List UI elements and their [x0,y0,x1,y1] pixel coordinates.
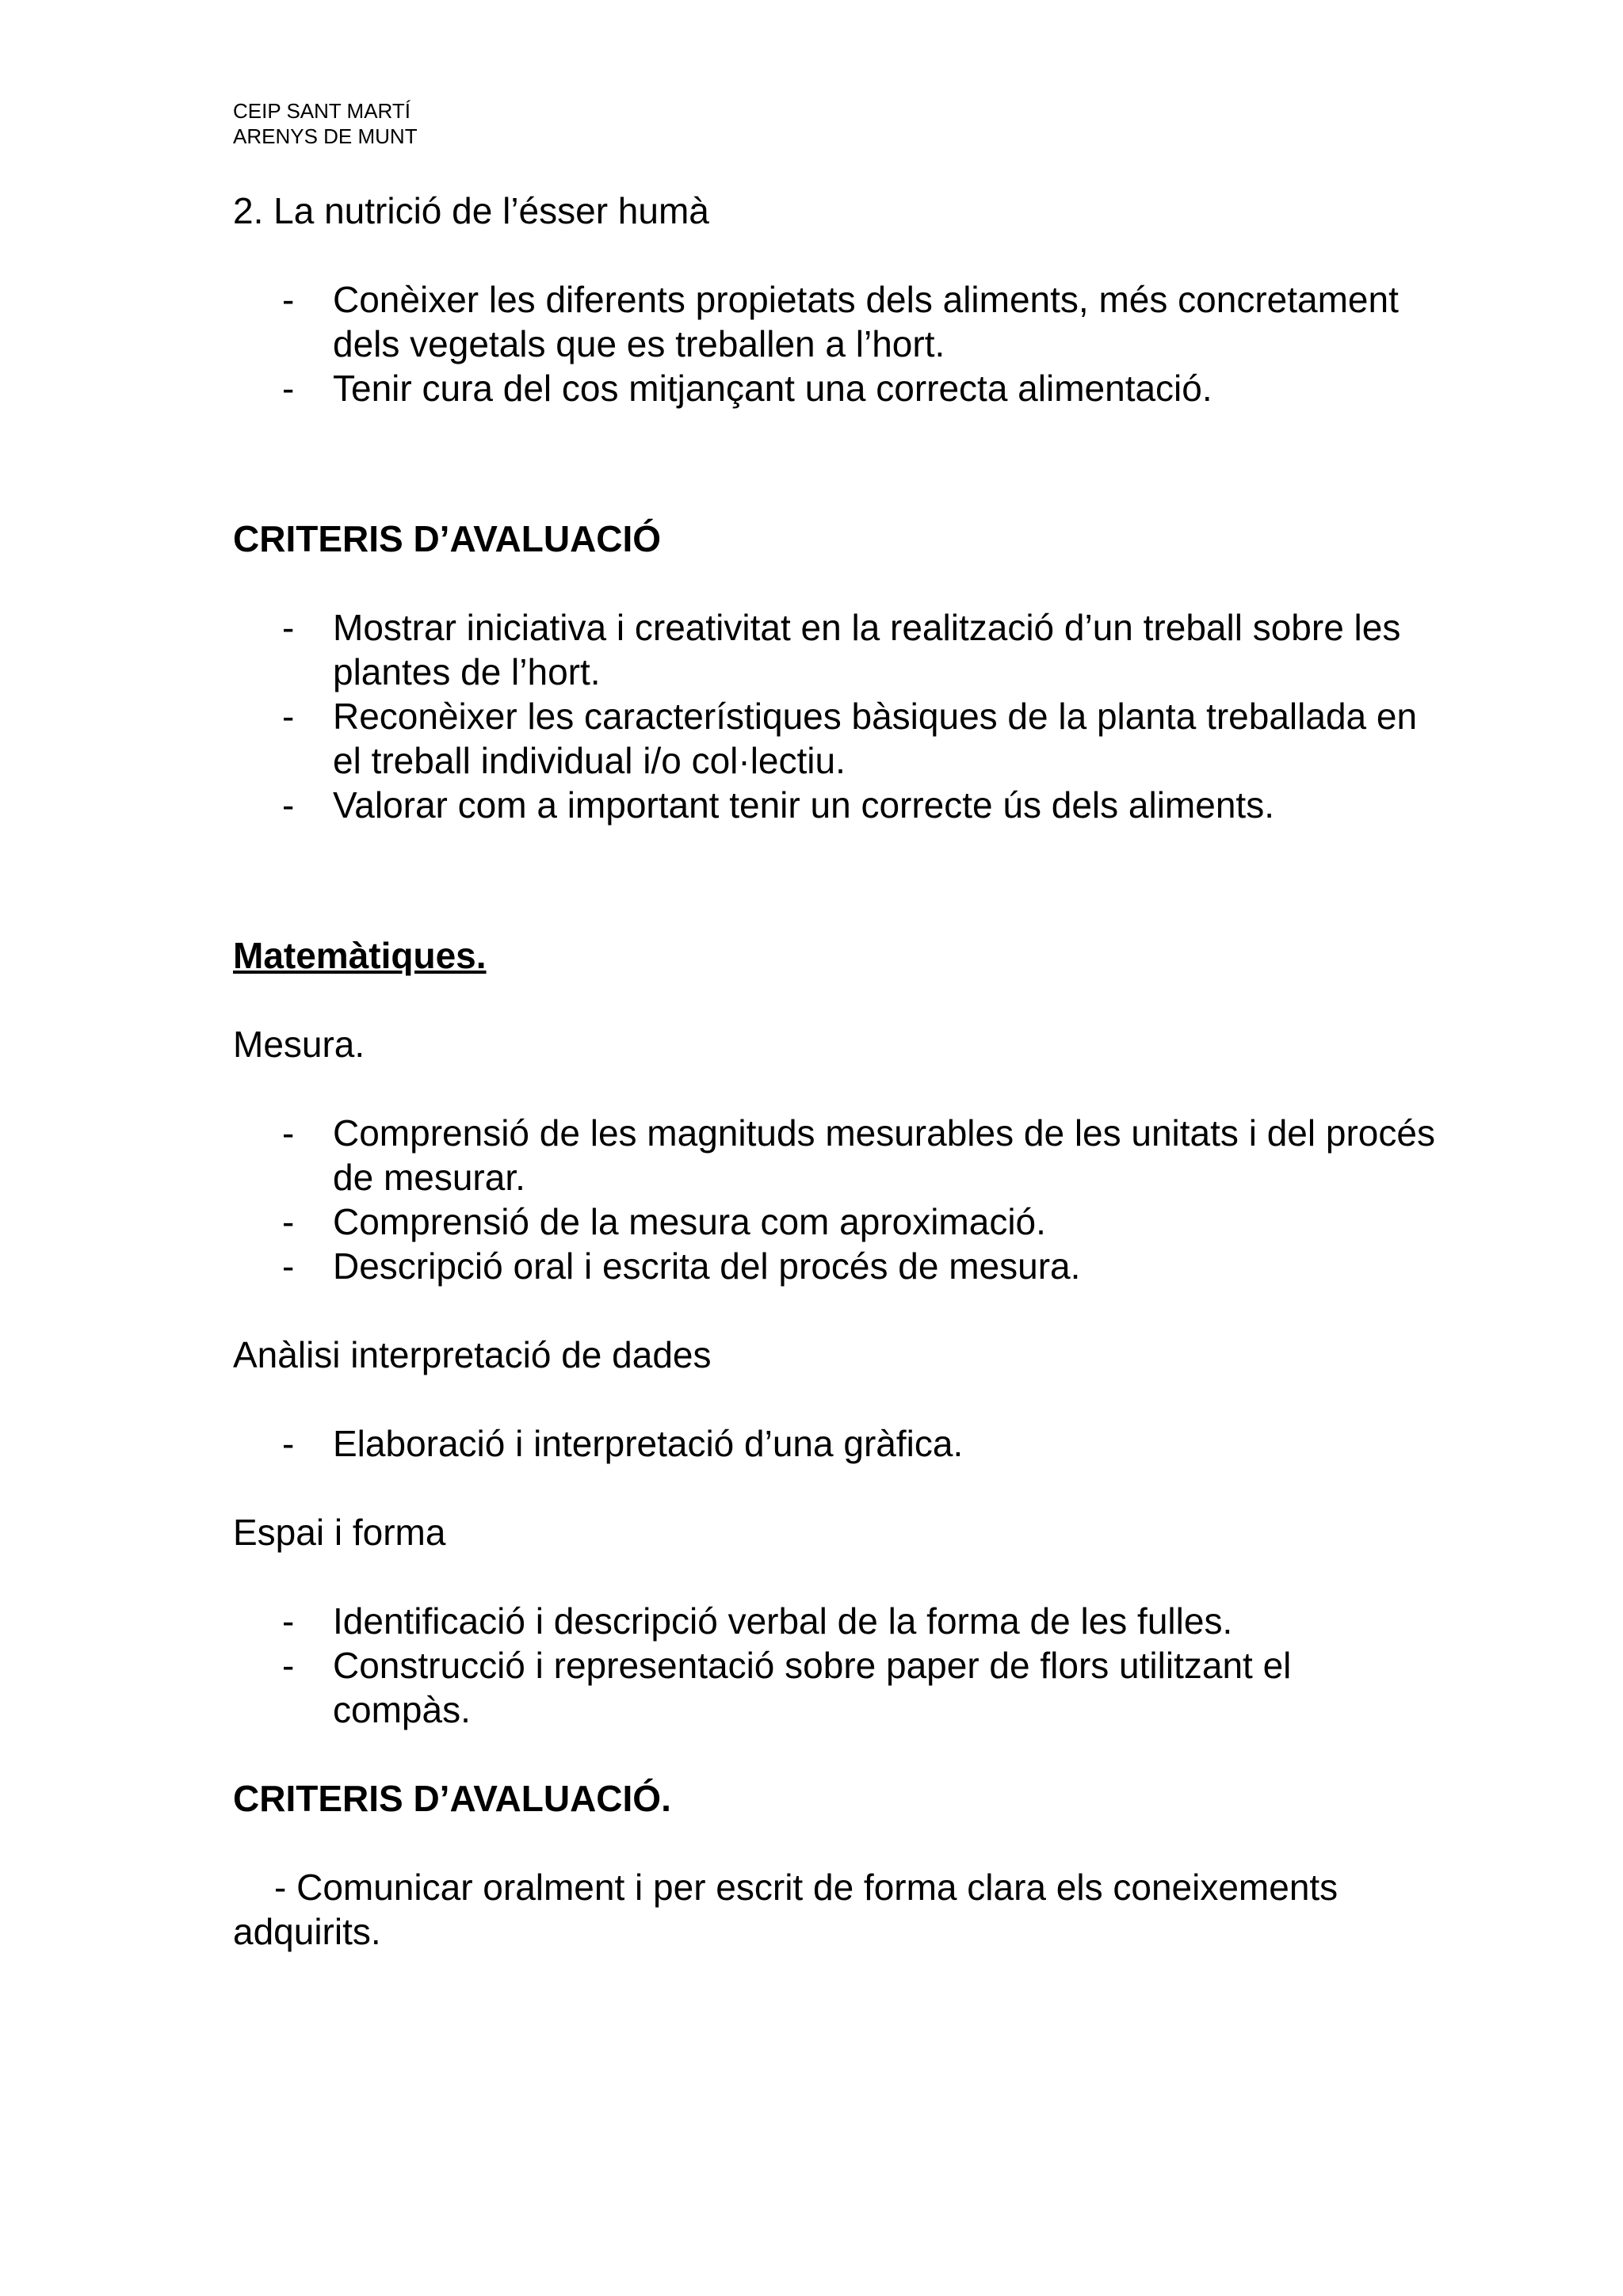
criteris-heading-2: CRITERIS D’AVALUACIÓ. [233,1778,671,1819]
list-item: - Mostrar iniciativa i creativitat en la realització d’un treball sobre les plantes de l’hort. [282,607,1401,692]
matematiques-heading: Matemàtiques. [233,935,487,976]
list-item: - Reconèixer les característiques bàsiques de la planta treballada en el treball individual i/o col·lectiu. [282,696,1418,781]
list-item: - Comprensió de la mesura com aproximació. [282,1201,1046,1242]
mesura-title: Mesura. [233,1024,365,1065]
list-item: - Valorar com a important tenir un correcte ús dels aliments. [282,784,1274,826]
list-item: - Comprensió de les magnituds mesurables de les unitats i del procés de mesurar. [282,1112,1435,1198]
school-header [233,98,418,149]
list-item: - Construcció i representació sobre paper de flors utilitzant el compàs. [282,1645,1292,1730]
espai-list [233,1599,1438,1732]
criteris-2-text: - Comunicar oralment i per escrit de forma clara els coneixements adquirits. [233,1867,1338,1952]
list-item: - Conèixer les diferents propietats dels aliments, més concretament dels vegetals que es treballen a l’hort. [282,279,1399,364]
list-item: - Descripció oral i escrita del procés de mesura. [282,1245,1081,1287]
document-body [233,189,1438,1954]
nutricio-list [233,277,1438,410]
list-item: - Elaboració i interpretació d’una gràfica. [282,1423,964,1464]
section-nutricio-title: 2. La nutrició de l’ésser humà [233,190,709,231]
school-location: ARENYS DE MUNT [233,124,418,148]
analisi-list [233,1421,1438,1466]
criteris-heading-1: CRITERIS D’AVALUACIÓ [233,518,662,559]
list-item: - Identificació i descripció verbal de la forma de les fulles. [282,1600,1233,1642]
analisi-title: Anàlisi interpretació de dades [233,1334,712,1375]
list-item: - Tenir cura del cos mitjançant una correcta alimentació. [282,368,1212,409]
espai-title: Espai i forma [233,1512,446,1553]
school-name: CEIP SANT MARTÍ [233,99,411,123]
mesura-list [233,1111,1438,1288]
criteris-list-1 [233,605,1438,827]
